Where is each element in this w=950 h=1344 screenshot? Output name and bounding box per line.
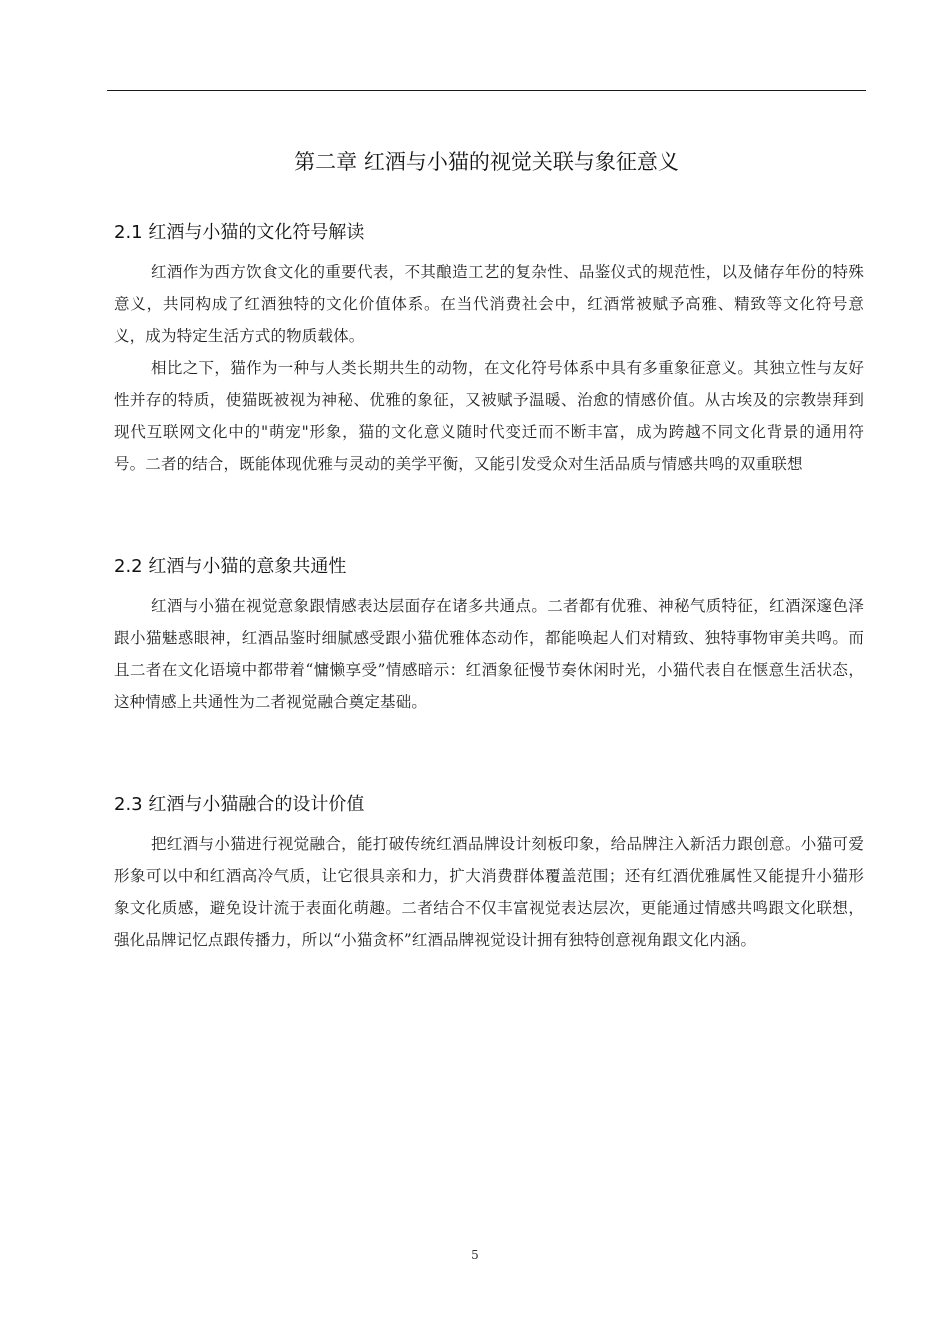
- paragraph: 红酒作为西方饮食文化的重要代表，不其酿造工艺的复杂性、品鉴仪式的规范性，以及储存年份的特殊意义，共同构成了红酒独特的文化价值体系。在当代消费社会中，红酒常被赋予高雅、精致等文化符号意义，成为特定生活方式的物质载体。: [114, 263, 864, 345]
- header-rule: [107, 90, 866, 91]
- section-heading: 2.2 红酒与小猫的意象共通性: [114, 556, 347, 577]
- section-heading: 2.1 红酒与小猫的文化符号解读: [114, 222, 365, 243]
- section-2-2: [114, 552, 864, 718]
- page-number: 5: [471, 1248, 479, 1262]
- section-heading: 2.3 红酒与小猫融合的设计价值: [114, 794, 365, 815]
- paragraph: 相比之下，猫作为一种与人类长期共生的动物，在文化符号体系中具有多重象征意义。其独立性与友好性并存的特质，使猫既被视为神秘、优雅的象征，又被赋予温暖、治愈的情感价值。从古埃及的宗教崇拜到现代互联网文化中的"萌宠"形象，猫的文化意义随时代变迁而不断丰富，成为跨越不同文化背景的通用符号。二者的结合，既能体现优雅与灵动的美学平衡，又能引发受众对生活品质与情感共鸣的双重联想: [114, 359, 864, 473]
- paragraph: 把红酒与小猫进行视觉融合，能打破传统红酒品牌设计刻板印象，给品牌注入新活力跟创意。小猫可爱形象可以中和红酒高冷气质，让它很具亲和力，扩大消费群体覆盖范围；还有红酒优雅属性又能提升小猫形象文化质感，避免设计流于表面化萌趣。二者结合不仅丰富视觉表达层次，更能通过情感共鸣跟文化联想，强化品牌记忆点跟传播力，所以“小猫贪杯”红酒品牌视觉设计拥有独特创意视角跟文化内涵。: [114, 835, 864, 949]
- paragraph: 红酒与小猫在视觉意象跟情感表达层面存在诸多共通点。二者都有优雅、神秘气质特征，红酒深邃色泽跟小猫魅惑眼神，红酒品鉴时细腻感受跟小猫优雅体态动作，都能唤起人们对精致、独特事物审美共鸣。而且二者在文化语境中都带着“慵懒享受”情感暗示：红酒象征慢节奏休闲时光，小猫代表自在惬意生活状态，这种情感上共通性为二者视觉融合奠定基础。: [114, 597, 864, 711]
- section-2-1: [114, 218, 864, 480]
- section-2-3: [114, 790, 864, 956]
- chapter-title: 第二章 红酒与小猫的视觉关联与象征意义: [294, 150, 679, 174]
